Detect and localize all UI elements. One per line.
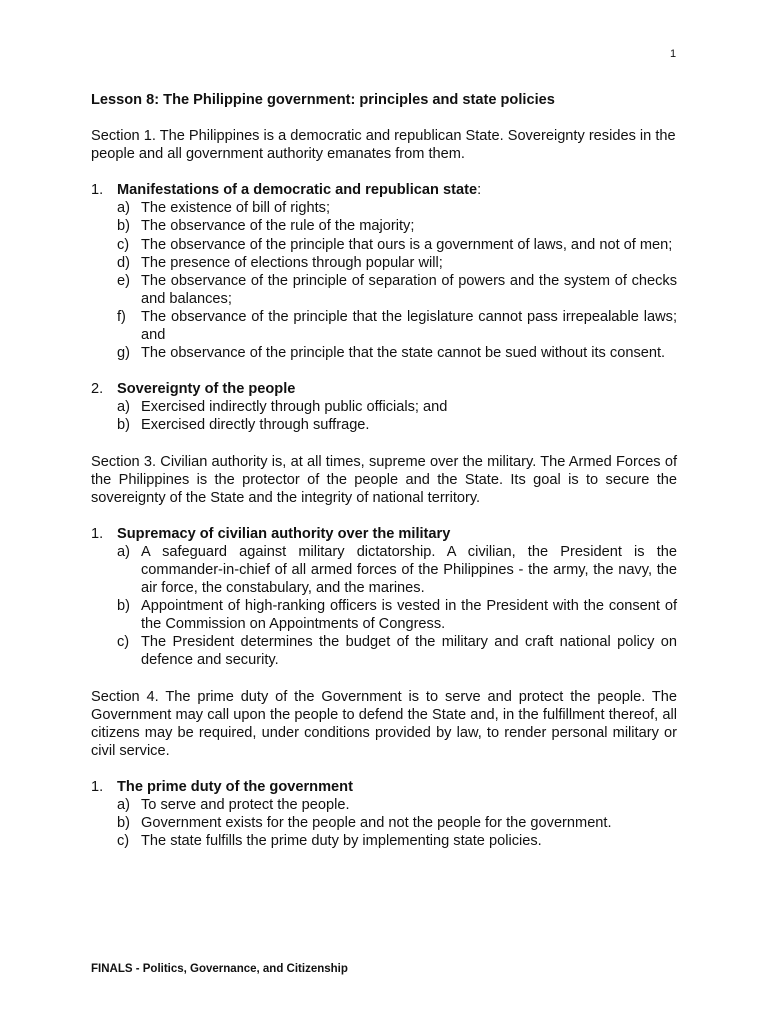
list-heading: [91, 525, 677, 543]
list-item: b) Exercised directly through suffrage.: [117, 417, 370, 434]
lesson-title: Lesson 8: The Philippine government: principles and state policies: [91, 92, 555, 108]
list-heading-text: Supremacy of civilian authority over the military: [117, 525, 451, 542]
section-1-paragraph: Section 1. The Philippines is a democratic and republican State. Sovereignty resides in the people and all government authority emanates from them.: [91, 128, 676, 163]
list-item: c) The observance of the principle that ours is a government of laws, and not of men;: [117, 236, 673, 253]
list-democratic-manifestations: [91, 181, 677, 362]
list-sovereignty: [91, 380, 677, 434]
list-items: [91, 398, 677, 434]
list-heading: [91, 778, 677, 796]
list-heading-text: Manifestations of a democratic and republican state:: [117, 182, 482, 199]
list-number: 1.: [91, 525, 104, 542]
list-item: g) The observance of the principle that the state cannot be sued without its consent.: [117, 345, 666, 362]
list-prime-duty: [91, 778, 677, 850]
list-item: a) The existence of bill of rights;: [117, 200, 330, 217]
list-item: b) Government exists for the people and not the people for the government.: [117, 815, 612, 832]
list-item: d) The presence of elections through popular will;: [117, 254, 443, 271]
list-civilian-supremacy: [91, 525, 677, 670]
list-items: [91, 543, 677, 670]
list-heading-text: Sovereignty of the people: [117, 381, 296, 398]
page-number: 1: [670, 48, 677, 60]
page-footer: FINALS - Politics, Governance, and Citizenship: [91, 963, 348, 975]
list-heading: [91, 380, 677, 398]
list-number: 2.: [91, 381, 104, 398]
list-item: c) The state fulfills the prime duty by implementing state policies.: [117, 833, 542, 850]
list-item: e) The observance of the principle of separation of powers and the system of checks and balances;: [117, 272, 677, 307]
list-items: [91, 199, 677, 362]
list-item: a) Exercised indirectly through public officials; and: [117, 399, 448, 416]
list-item: b) Appointment of high-ranking officers is vested in the President with the consent of the Commission on Appointments of Congress.: [117, 598, 677, 633]
list-heading-text: The prime duty of the government: [117, 778, 353, 795]
list-number: 1.: [91, 182, 104, 199]
list-item: a) A safeguard against military dictatorship. A civilian, the President is the commander-in-chief of all armed forces of the Philippines - the army, the navy, the air force, the constabulary, and the marines.: [117, 543, 677, 597]
document-body: [91, 91, 677, 868]
list-items: [91, 796, 677, 850]
list-item: b) The observance of the rule of the majority;: [117, 218, 415, 235]
list-item: a) To serve and protect the people.: [117, 797, 350, 813]
list-item: f) The observance of the principle that the legislature cannot pass irrepealable laws; and: [117, 308, 677, 344]
section-3-paragraph: Section 3. Civilian authority is, at all times, supreme over the military. The Armed Forces of the Philippines is the protector of the people and the State. Its goal is to secure the sovereignty of the State and the integrity of national territory.: [91, 453, 677, 506]
section-4-paragraph: Section 4. The prime duty of the Government is to serve and protect the people. The Government may call upon the people to defend the State and, in the fulfillment thereof, all citizens may be required, under conditions provided by law, to render personal military or civil service.: [91, 688, 677, 759]
list-item: c) The President determines the budget of the military and craft national policy on defence and security.: [117, 634, 677, 669]
list-number: 1.: [91, 778, 104, 795]
list-heading: [91, 181, 677, 199]
